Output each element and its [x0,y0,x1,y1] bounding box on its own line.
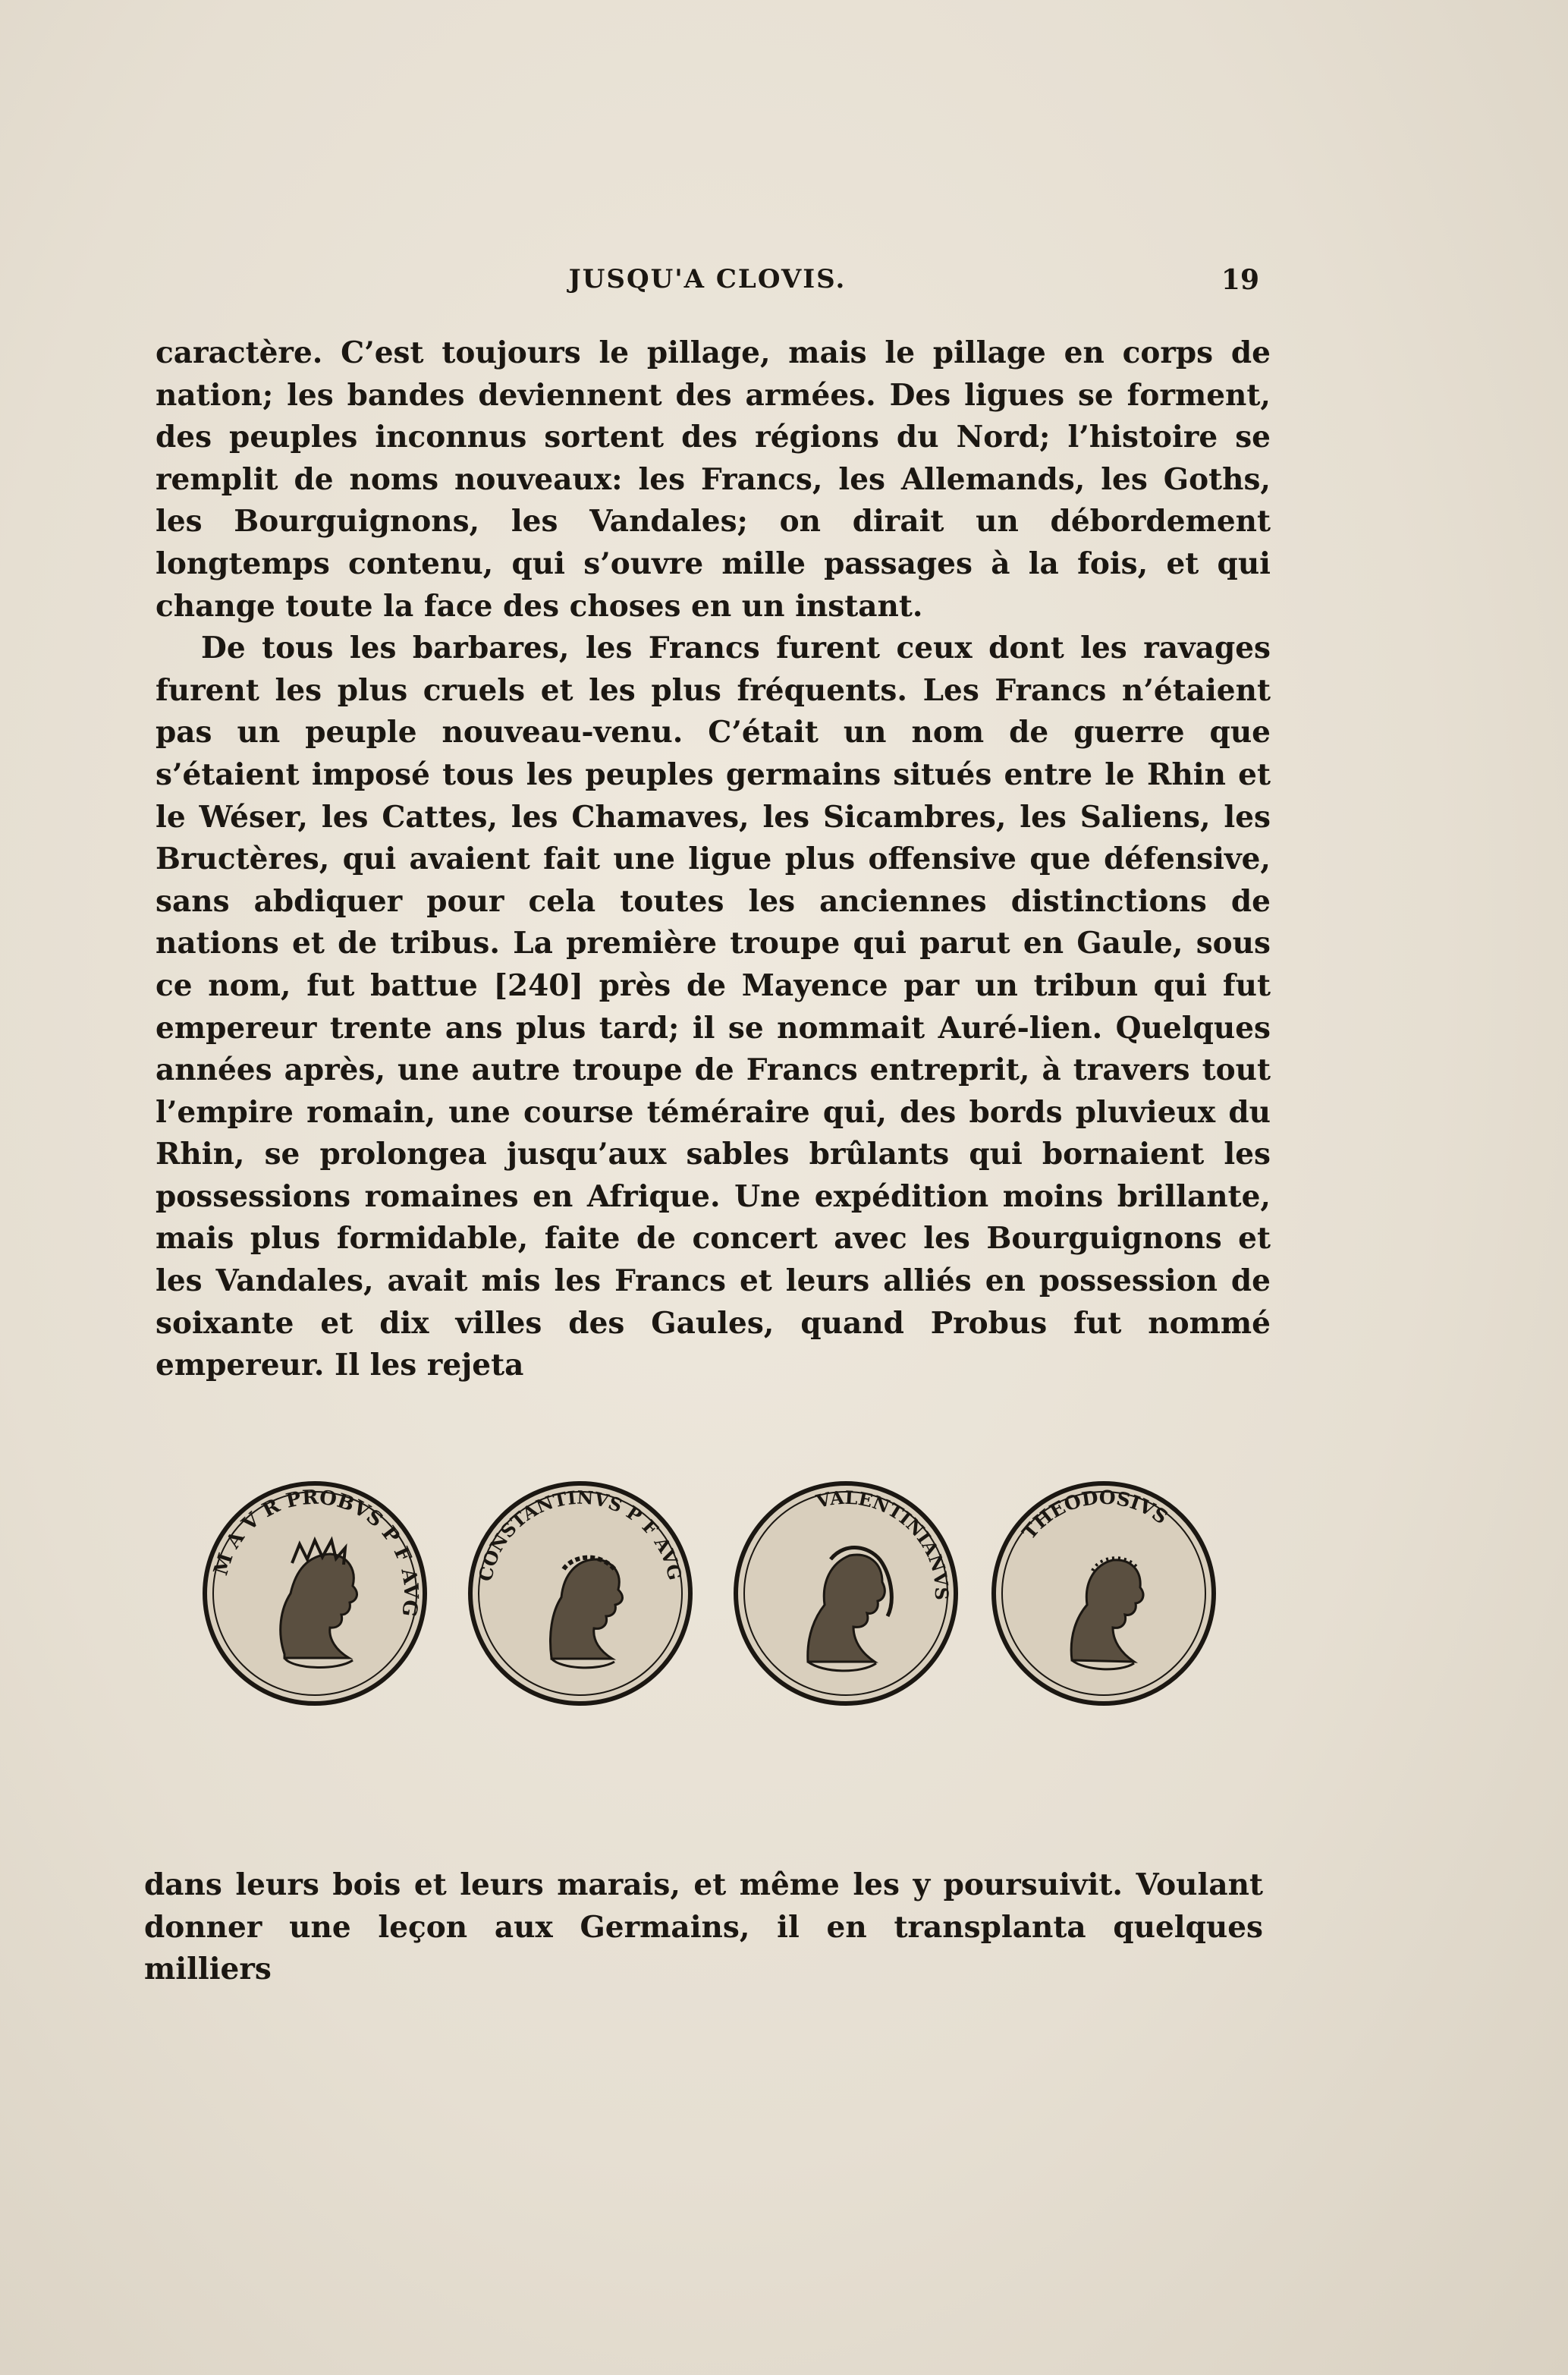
coin-legend: CONSTANTINVS P F AVG [474,1486,687,1584]
coin-legend: THEODOSIVS [1017,1486,1172,1544]
body-text-top [156,332,1271,1387]
coin-constantine-illustration [467,1480,694,1707]
running-title: JUSQU'A CLOVIS. [568,264,847,294]
body-text-bottom [144,1864,1263,1991]
page-number: 19 [1221,264,1259,296]
coin-legend: M A V R PROBVS P F AVG [209,1486,423,1618]
coin-illustrations [201,1480,1218,1715]
paragraph: caractère. C’est toujours le pillage, mais le pillage en corps de nation; les bandes deviennent des armées. Des ligues se forment, des peuples inconnus sortent des régions du Nord; l’histoire se remplit de noms nouveaux: les Francs, les Allemands, les Goths, les Bourguignons, les Vandales; on dirait un débordement longtemps contenu, qui s’ouvre mille passages à la fois, et qui change toute la face des choses en un instant. [156,335,1271,624]
paragraph: dans leurs bois et leurs marais, et même les y poursuivit. Voulant donner une leçon aux Germains, il en transplanta quelques milliers [144,1867,1263,1987]
paragraph: De tous les barbares, les Francs furent ceux dont les ravages furent les plus cruels et les plus fréquents. Les Francs n’étaient pas un peuple nouveau-venu. C’était un nom de guerre que s’étaient imposé tous les peuples germains situés entre le Rhin et le Wéser, les Cattes, les Chamaves, les Sicambres, les Saliens, les Bructères, qui avaient fait une ligue plus offensive que défensive, sans abdiquer pour cela toutes les anciennes distinctions de nations et de tribus. La première troupe qui parut en Gaule, sous ce nom, fut battue [240] près de Mayence par un tribun qui fut empereur trente ans plus tard; il se nommait Auré-lien. Quelques années après, une autre troupe de Francs entreprit, à travers tout l’empire romain, une course téméraire qui, des bords pluvieux du Rhin, se prolongea jusqu’aux sables brûlants qui bornaient les possessions romaines en Afrique. Une expédition moins brillante, mais plus formidable, faite de concert avec les Bourguignons et les Vandales, avait mis les Francs et leurs alliés en possession de soixante et dix villes des Gaules, quand Probus fut nommé empereur. Il les rejeta [156,631,1271,1383]
coin-theodosius-illustration [990,1480,1218,1707]
coin-valentinian-illustration [732,1480,960,1707]
coin-legend: VALENTINIANVS [813,1486,954,1600]
coin-probus-illustration [201,1480,429,1707]
page-header [156,264,1259,302]
